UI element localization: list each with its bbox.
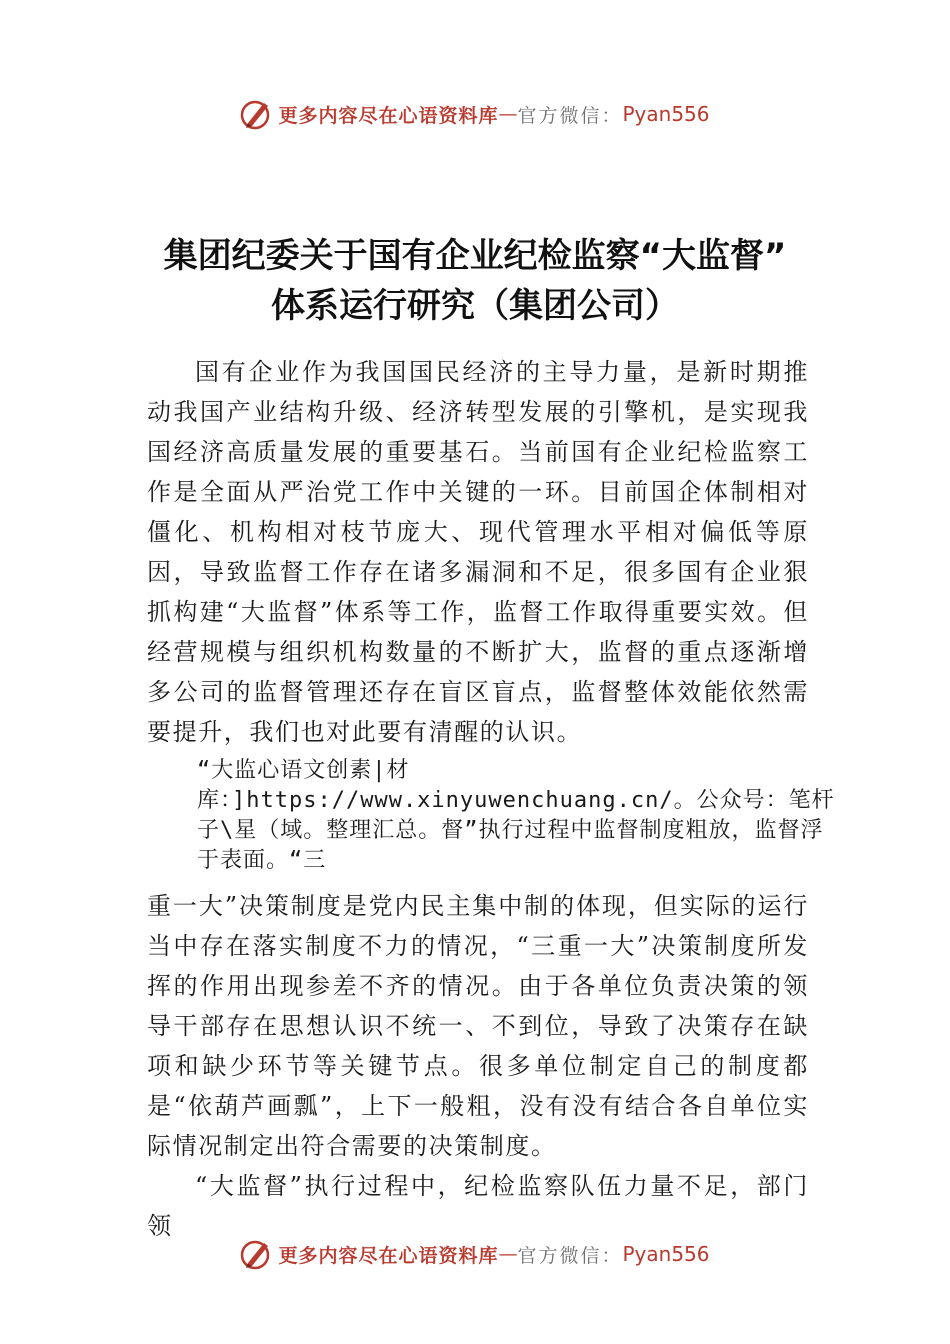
banner-wechat-label: 官方微信： <box>517 104 623 127</box>
banner-handle: Pyan556 <box>622 102 710 126</box>
banner-wechat-label: 官方微信： <box>517 1244 623 1267</box>
paragraph-1: 国有企业作为我国国民经济的主导力量，是新时期推动我国产业结构升级、经济转型发展的引擎机，是实现我国经济高质量发展的重要基石。当前国有企业纪检监察工作是全面从严治党工作中关键的一环。目前国企体制相对僵化、机构相对枝节庞大、现代管理水平相对偏低等原因，导致监督工作存在诸多漏洞和不足，很多国有企业狠抓构建“大监督”体系等工作，监督工作取得重要实效。但经营规模与组织机构数量的不断扩大，监督的重点逐渐增多公司的监督管理还存在盲区盲点，监督整体效能依然需要提升，我们也对此要有清醒的认识。 <box>147 358 809 746</box>
footer-banner <box>0 1234 950 1274</box>
banner-handle: Pyan556 <box>622 1242 710 1266</box>
page-title-line-2: 体系运行研究（集团公司） <box>271 286 679 326</box>
page-title-line-1: 集团纪委关于国有企业纪检监察“大监督” <box>163 236 787 276</box>
pen-logo-icon <box>240 1237 274 1271</box>
banner-brand: 更多内容尽在心语资料库 <box>278 1244 499 1267</box>
banner-dash: — <box>498 103 518 125</box>
header-banner <box>0 94 950 134</box>
paragraph-3: “大监督”执行过程中，纪检监察队伍力量不足，部门领 <box>147 1172 809 1240</box>
banner-brand: 更多内容尽在心语资料库 <box>278 104 499 127</box>
paragraph-2: 重一大”决策制度是党内民主集中制的体现，但实际的运行当中存在落实制度不力的情况，“三重一大”决策制度所发挥的作用出现参差不齐的情况。由于各单位负责决策的领导干部存在思想认识不统一、不到位，导致了决策存在缺项和缺少环节等关键节点。很多单位制定自己的制度都是“依葫芦画瓢”，上下一般粗，没有没有结合各自单位实际情况制定出符合需要的决策制度。 <box>147 892 809 1160</box>
banner-dash: — <box>498 1243 518 1265</box>
document-body <box>147 352 835 1246</box>
pen-logo-icon <box>240 97 274 131</box>
source-note: “大监心语文创素|材库：]https://www.xinyuwenchuang.cn/。公众号：笔杆子\星（域。整理汇总。督”执行过程中监督制度粗放，监督浮于表面。“三 <box>197 758 835 873</box>
